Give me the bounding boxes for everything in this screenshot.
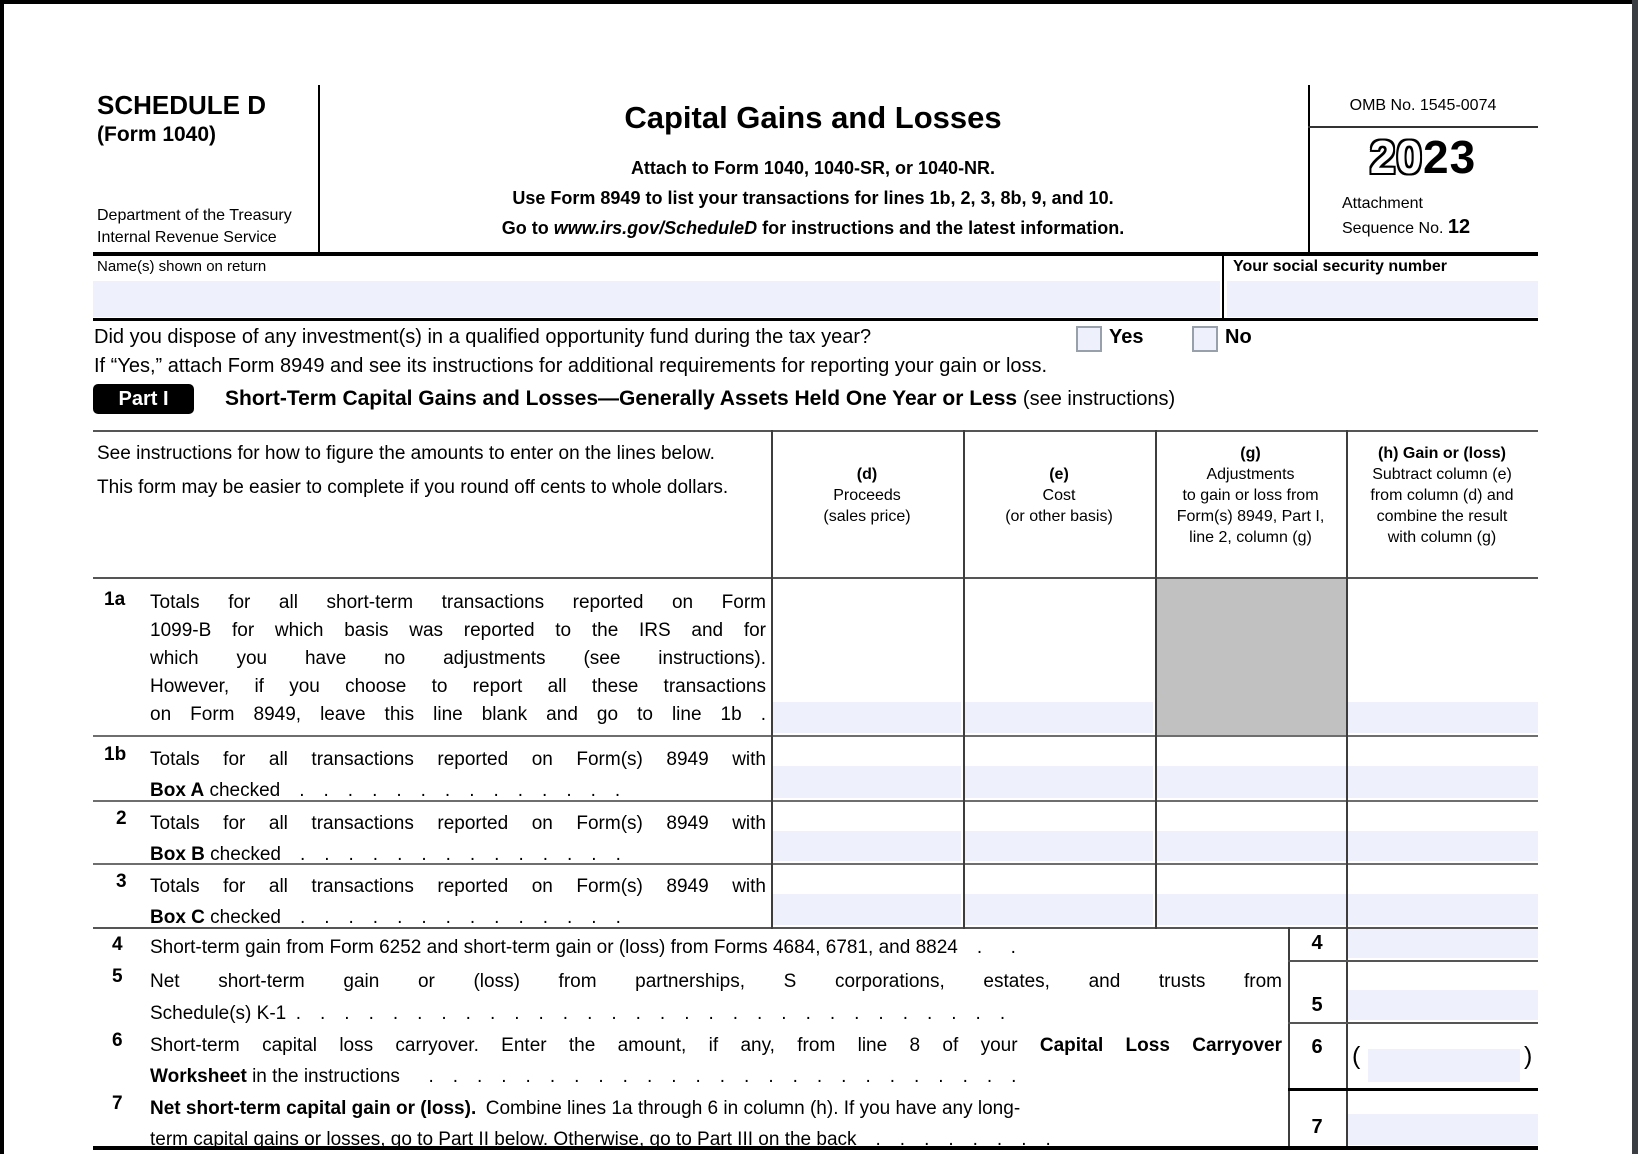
sequence-label: Sequence No. — [1342, 220, 1448, 237]
col-d-header: (d) Proceeds (sales price) — [823, 466, 911, 525]
dept-line1: Department of the Treasury — [97, 207, 292, 224]
form-title: Capital Gains and Losses — [624, 100, 1002, 135]
header-bottom-rule — [93, 252, 1538, 256]
dot-leader: . . . . . . . . . . . . . . . . . . . . . . . . . — [399, 1066, 1017, 1087]
dot-leader: . . . . . . . . . . . . . . . . . . . . . . . . . . . . . . — [286, 1003, 1006, 1024]
omb-underline — [1308, 126, 1538, 128]
qof-yes-checkbox[interactable] — [1076, 326, 1102, 352]
row1b-cost-input[interactable] — [965, 766, 1153, 798]
row1b-adjustments-input[interactable] — [1157, 766, 1346, 798]
row2-gainloss-input[interactable] — [1348, 831, 1538, 861]
row7-number-box: 7 — [1311, 1116, 1323, 1138]
row1b-gainloss-input[interactable] — [1348, 766, 1538, 798]
row2-number: 2 — [116, 808, 127, 829]
ssn-label: Your social security number — [1233, 258, 1447, 275]
table-intro — [97, 441, 747, 501]
row6-text: Short-term capital loss carryover. Enter the amount, if any, from line 8 of your Capital Loss Carryover Worksheet in the instructions . . . . . . . . . . . . . . . . . . . . . . . . . — [150, 1035, 1282, 1087]
dot-leader: . . . . . . . . . . . . . . — [280, 780, 621, 801]
row2-proceeds-input[interactable] — [773, 831, 961, 861]
part1-badge: Part I — [93, 384, 194, 414]
part1-heading-title: Short-Term Capital Gains and Losses—Generally Assets Held One Year or Less — [225, 387, 1018, 410]
row4-bottom-rule — [1288, 960, 1538, 962]
row5-amount-input[interactable] — [1348, 990, 1538, 1020]
row4-text: Short-term gain from Form 6252 and short-term gain or (loss) from Forms 4684, 6781, and 8824 . . — [150, 937, 1016, 958]
qof-yes-label: Yes — [1109, 326, 1144, 348]
row1a-gainloss-input[interactable] — [1348, 702, 1538, 733]
omb-number: OMB No. 1545-0074 — [1349, 97, 1497, 114]
row2-cost-input[interactable] — [965, 831, 1153, 861]
dot-leader: . . . . . . . . — [856, 1129, 1051, 1150]
name-label: Name(s) shown on return — [97, 258, 267, 275]
row5-number-left: 5 — [112, 966, 123, 987]
form-subtitle-use8949: Use Form 8949 to list your transactions for lines 1b, 2, 3, 8b, 9, and 10. — [512, 188, 1114, 208]
name-row-bottom-rule — [93, 318, 1538, 321]
row4-amount-input[interactable] — [1348, 929, 1538, 958]
col-e-header: (e) Cost (or other basis) — [1005, 466, 1113, 525]
row5-text: Net short-term gain or (loss) from partnerships, S corporations, estates, and trusts from Schedule(s) K-1 . . . . . . . . . . . . . . . . . . . . . . . . . . . . . . — [150, 971, 1282, 1024]
form-number-label: (Form 1040) — [97, 123, 217, 146]
row1a-number: 1a — [104, 589, 126, 610]
row3-box-label: Box C — [150, 907, 205, 928]
row4-number-box: 4 — [1311, 932, 1323, 954]
row6-paren-open: ( — [1352, 1042, 1361, 1070]
name-ssn-divider — [1222, 256, 1224, 318]
row1a-proceeds-input[interactable] — [773, 702, 961, 733]
row2-adjustments-input[interactable] — [1157, 831, 1346, 861]
row1a-col-g-shaded-cell — [1157, 579, 1346, 735]
dot-leader: . . — [957, 937, 1016, 958]
part1-heading-note: (see instructions) — [1022, 388, 1176, 410]
row1b-text: Totals for all transactions reported on Form(s) 8949 with Box A checked . . . . . . . . . . . . . . — [150, 749, 766, 801]
sequence-number: 12 — [1447, 216, 1471, 238]
row3-proceeds-input[interactable] — [773, 894, 961, 925]
row3-gainloss-input[interactable] — [1348, 894, 1538, 925]
sequence-line — [1342, 216, 1470, 239]
row1b-proceeds-input[interactable] — [773, 766, 961, 798]
row4-number-left: 4 — [112, 934, 123, 955]
table-top-rule — [93, 430, 1538, 432]
row1a-cost-input[interactable] — [965, 702, 1153, 733]
qof-no-label: No — [1225, 326, 1252, 348]
row7-text: Net short-term capital gain or (loss). Combine lines 1a through 6 in column (h). If you have any long- term capital gains or losses, go to Part II below. Otherwise, go to Part III on the back . . . . . . . . — [150, 1098, 1051, 1150]
page-border-top — [0, 0, 1638, 4]
table-intro-line1: See instructions for how to figure the amounts to enter on the lines below. — [97, 443, 715, 464]
dot-leader: . . . . . . . . . . . . . . — [280, 907, 621, 928]
row2-box-label: Box B — [150, 844, 205, 865]
page-border-left — [0, 0, 4, 1154]
form-subtitle-goto — [318, 218, 1308, 239]
col-g-header: (g) Adjustments to gain or loss from Form(s) 8949, Part I, line 2, column (g) — [1176, 445, 1325, 546]
row6-bold-worksheet: Worksheet — [150, 1066, 247, 1087]
col-h-header: (h) Gain or (loss) Subtract column (e) from column (d) and combine the result with column (g) — [1370, 445, 1514, 546]
row3-cost-input[interactable] — [965, 894, 1153, 925]
row1a-bottom-rule — [93, 735, 1538, 737]
irs-url: www.irs.gov/ScheduleD — [553, 218, 758, 238]
row1a-text: Totals for all short-term transactions reported on Form 1099-B for which basis was reported to the IRS and for which you have no adjustments (see instructions). However, if you choose to report all these transactions on Form 8949, leave this line blank and go to line 1b . — [150, 592, 766, 725]
row6-bold-reference: Capital Loss Carryover — [1039, 1035, 1282, 1056]
row5-bottom-rule — [1288, 1022, 1538, 1024]
row7-bold-lead: Net short-term capital gain or (loss). — [150, 1098, 477, 1119]
qof-question-text: Did you dispose of any investment(s) in a qualified opportunity fund during the tax year? — [94, 326, 872, 348]
row3-text: Totals for all transactions reported on Form(s) 8949 with Box C checked . . . . . . . . . . . . . . — [150, 876, 766, 928]
row6-amount-input[interactable] — [1368, 1049, 1520, 1082]
dot-leader: . . . . . . . . . . . . . . — [280, 844, 621, 865]
row6-bottom-rule — [1288, 1088, 1538, 1091]
attachment-label: Attachment — [1342, 195, 1423, 212]
page-border-right — [1632, 0, 1638, 1154]
qof-no-checkbox[interactable] — [1192, 326, 1218, 352]
ssn-input[interactable] — [1227, 281, 1538, 317]
tax-year — [1308, 133, 1538, 181]
row6-number-box: 6 — [1311, 1036, 1323, 1058]
row7-number-left: 7 — [112, 1093, 123, 1114]
row7-amount-input[interactable] — [1348, 1114, 1538, 1145]
row3-adjustments-input[interactable] — [1157, 894, 1346, 925]
row6-paren-close: ) — [1524, 1042, 1533, 1070]
row3-number: 3 — [116, 871, 127, 892]
schedule-label: SCHEDULE D — [97, 90, 267, 120]
goto-suffix: for instructions and the latest information. — [757, 218, 1125, 238]
dept-line2: Internal Revenue Service — [97, 229, 277, 246]
tax-year-solid: 23 — [1423, 131, 1477, 183]
form-subtitle-attach: Attach to Form 1040, 1040-SR, or 1040-NR. — [630, 158, 996, 178]
tax-year-outline: 20 — [1369, 131, 1423, 183]
table-intro-line2: This form may be easier to complete if you round off cents to whole dollars. — [97, 477, 729, 498]
row1b-number: 1b — [104, 744, 127, 765]
qof-instruction-text: If “Yes,” attach Form 8949 and see its instructions for additional requirements for reporting your gain or loss. — [94, 355, 1048, 377]
row1b-box-label: Box A — [150, 780, 205, 801]
goto-prefix: Go to — [501, 218, 554, 238]
row2-text: Totals for all transactions reported on Form(s) 8949 with Box B checked . . . . . . . . . . . . . . — [150, 813, 766, 865]
name-input[interactable] — [93, 281, 1220, 317]
part1-heading — [225, 387, 1175, 411]
row6-number-left: 6 — [112, 1030, 123, 1051]
row5-number-box: 5 — [1311, 994, 1323, 1016]
